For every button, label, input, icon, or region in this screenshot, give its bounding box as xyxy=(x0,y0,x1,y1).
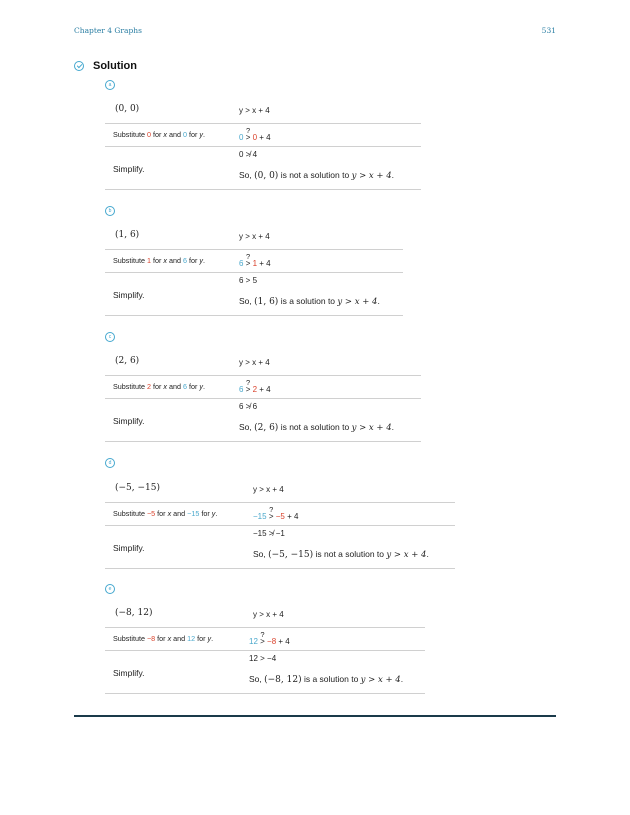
part-marker-c: c xyxy=(105,332,115,342)
simplified-result: 6 ≯ 6 xyxy=(239,402,258,411)
simplify-label: Simplify. xyxy=(113,290,145,300)
simplified-result: −15 ≯ −1 xyxy=(253,529,285,538)
substitute-instruction: Substitute 2 for x and 6 for y. xyxy=(113,382,205,391)
inequality-label: y > x + 4 xyxy=(239,358,270,367)
part-a-table xyxy=(105,98,421,190)
page-number: 531 xyxy=(541,26,556,35)
simplify-label: Simplify. xyxy=(113,416,145,426)
point-label: (1, 6) xyxy=(115,230,140,240)
table-row xyxy=(105,477,455,503)
footer-divider xyxy=(74,715,556,717)
part-e-table xyxy=(105,602,425,694)
chapter-title: Chapter 4 Graphs xyxy=(74,26,142,35)
simplified-result: 0 ≯ 4 xyxy=(239,150,258,159)
substitute-instruction: Substitute 0 for x and 0 for y. xyxy=(113,130,205,139)
inequality-label: y > x + 4 xyxy=(239,106,270,115)
point-label: (−5, −15) xyxy=(115,483,161,493)
table-row xyxy=(105,376,421,399)
substitute-instruction: Substitute 1 for x and 6 for y. xyxy=(113,256,205,265)
table-row xyxy=(105,503,455,526)
point-label: (−8, 12) xyxy=(115,608,153,618)
table-row xyxy=(105,224,403,250)
inequality-label: y > x + 4 xyxy=(253,485,284,494)
conclusion-text: So, (−8, 12) is a solution to y > x + 4. xyxy=(249,674,404,685)
simplify-label: Simplify. xyxy=(113,164,145,174)
table-row xyxy=(105,124,421,147)
point-label: (2, 6) xyxy=(115,356,140,366)
substitution-check: 12 ? > −8 + 4 xyxy=(249,637,290,646)
simplify-label: Simplify. xyxy=(113,668,145,678)
point-label: (0, 0) xyxy=(115,104,140,114)
table-row xyxy=(105,602,425,628)
inequality-label: y > x + 4 xyxy=(239,232,270,241)
part-marker-d: d xyxy=(105,458,115,468)
inequality-label: y > x + 4 xyxy=(253,610,284,619)
part-marker-b: b xyxy=(105,206,115,216)
substitute-instruction: Substitute −8 for x and 12 for y. xyxy=(113,634,214,643)
table-row xyxy=(105,350,421,376)
conclusion-text: So, (2, 6) is not a solution to y > x + 4. xyxy=(239,422,395,433)
table-row xyxy=(105,98,421,124)
substitution-check: 6 ? > 1 + 4 xyxy=(239,259,271,268)
check-circle-icon xyxy=(74,61,84,71)
conclusion-text: So, (−5, −15) is not a solution to y > x + 4. xyxy=(253,549,429,560)
substitute-instruction: Substitute −5 for x and −15 for y. xyxy=(113,509,218,518)
part-marker-e: e xyxy=(105,584,115,594)
table-row xyxy=(105,399,421,442)
part-c-table xyxy=(105,350,421,442)
solution-heading xyxy=(74,58,137,74)
table-row xyxy=(105,273,403,316)
part-d-table xyxy=(105,477,455,569)
substitution-check: −15 ? > −5 + 4 xyxy=(253,512,298,521)
simplified-result: 6 > 5 xyxy=(239,276,258,285)
part-b-table xyxy=(105,224,403,316)
solution-title: Solution xyxy=(93,60,137,72)
conclusion-text: So, (1, 6) is a solution to y > x + 4. xyxy=(239,296,380,307)
simplify-label: Simplify. xyxy=(113,543,145,553)
table-row xyxy=(105,147,421,190)
part-marker-a: a xyxy=(105,80,115,90)
table-row xyxy=(105,628,425,651)
simplified-result: 12 > −4 xyxy=(249,654,277,663)
substitution-check: 6 ? > 2 + 4 xyxy=(239,385,271,394)
table-row xyxy=(105,526,455,569)
substitution-check: 0 ? > 0 + 4 xyxy=(239,133,271,142)
table-row xyxy=(105,250,403,273)
conclusion-text: So, (0, 0) is not a solution to y > x + 4. xyxy=(239,170,395,181)
table-row xyxy=(105,651,425,694)
